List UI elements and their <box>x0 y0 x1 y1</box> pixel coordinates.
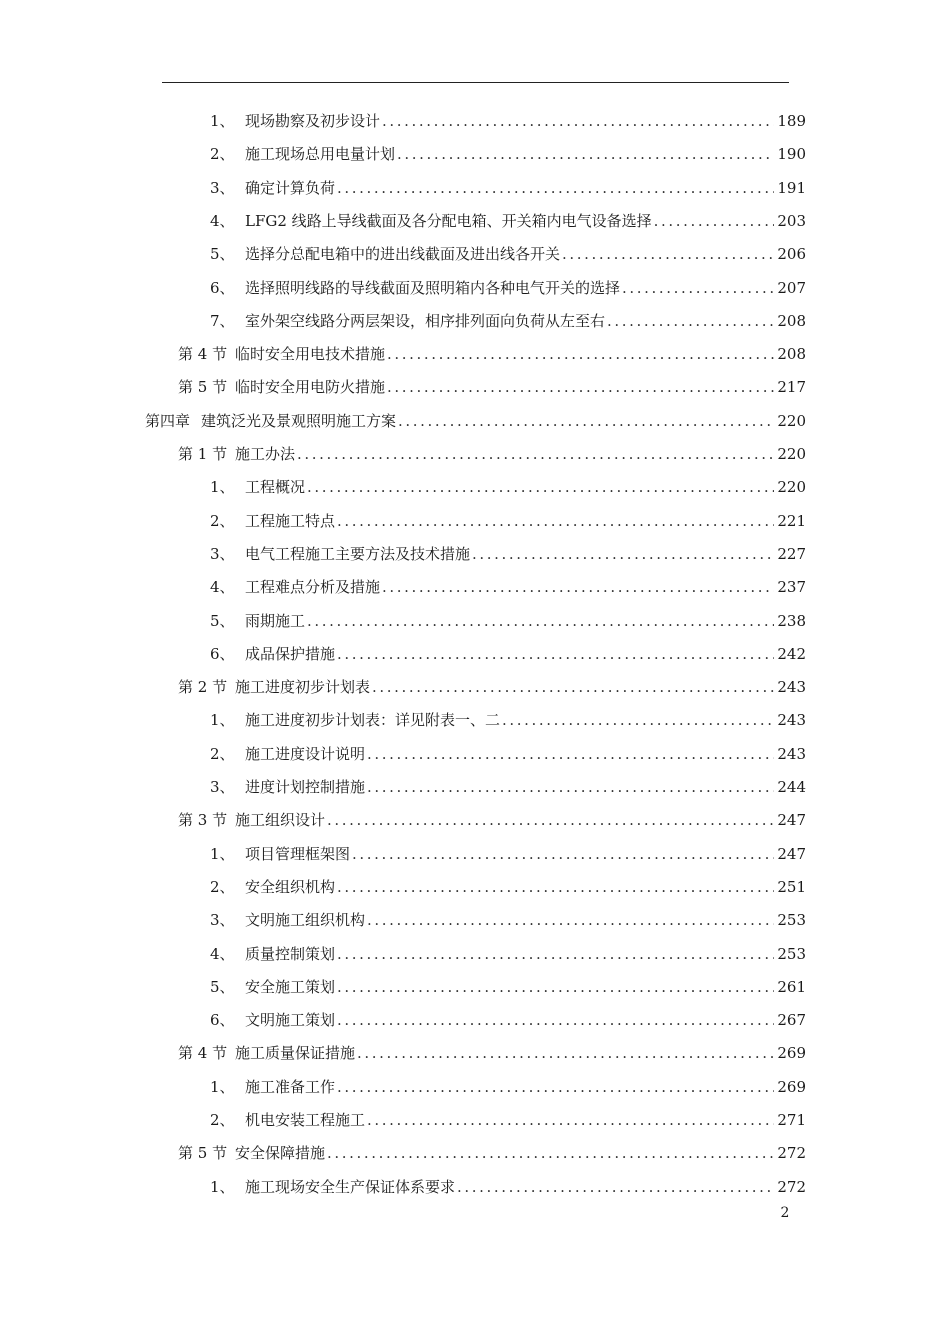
toc-title: 施工质量保证措施 <box>235 1044 356 1063</box>
toc-dot-leader <box>472 539 774 569</box>
toc-title: 安全施工策划 <box>245 977 336 996</box>
toc-page-number: 253 <box>777 911 806 930</box>
toc-subitem[interactable] <box>210 472 806 502</box>
toc-title: 确定计算负荷 <box>245 178 336 197</box>
toc-number: 2、 <box>210 1111 235 1129</box>
toc-page-number: 243 <box>777 678 806 697</box>
toc-dot-leader <box>337 972 774 1002</box>
toc-subitem[interactable] <box>210 206 806 236</box>
toc-number: 3、 <box>210 778 235 796</box>
toc-dot-leader <box>502 705 774 735</box>
toc-number: 1、 <box>210 478 235 497</box>
toc-title: 施工组织设计 <box>235 811 326 830</box>
toc-dot-leader <box>562 239 774 269</box>
toc-number: 3、 <box>210 178 235 197</box>
toc-page-number: 190 <box>777 145 806 164</box>
toc-subitem[interactable] <box>210 839 806 869</box>
toc-title: 室外架空线路分两层架设，相序排列面向负荷从左至右 <box>245 311 606 330</box>
toc-number: 7、 <box>210 311 235 330</box>
toc-page-number: 208 <box>777 311 806 330</box>
toc-page-number: 253 <box>777 944 806 963</box>
toc-title: 工程难点分析及措施 <box>245 578 381 597</box>
toc-title: 现场勘察及初步设计 <box>245 112 381 130</box>
toc-number: 4、 <box>210 211 235 230</box>
toc-dot-leader <box>367 905 774 935</box>
toc-page-number: 220 <box>777 445 806 463</box>
toc-page-number: 267 <box>777 1011 806 1030</box>
toc-page-number: 237 <box>777 578 806 597</box>
toc-dot-leader <box>387 339 774 369</box>
toc-subitem[interactable] <box>210 939 806 969</box>
toc-dot-leader <box>337 939 774 969</box>
toc-number: 1、 <box>210 711 235 730</box>
toc-title: 施工进度初步计划表 <box>235 678 371 697</box>
toc-title: 施工进度初步计划表：详见附表一、二 <box>245 711 501 730</box>
toc-subitem[interactable] <box>210 239 806 269</box>
toc-section[interactable] <box>178 439 806 469</box>
toc-page-number: 261 <box>777 977 806 996</box>
toc-dot-leader <box>352 839 774 869</box>
toc-title: 工程施工特点 <box>245 511 336 530</box>
toc-title: 文明施工策划 <box>245 1011 336 1030</box>
toc-title: 成品保护措施 <box>245 644 336 663</box>
toc-dot-leader <box>382 106 774 136</box>
toc-dot-leader <box>327 805 774 835</box>
toc-number: 第 4 节 <box>178 345 228 364</box>
toc-number: 4、 <box>210 578 235 597</box>
toc-dot-leader <box>654 206 775 236</box>
header-rule <box>162 82 789 83</box>
toc-number: 1、 <box>210 1077 235 1096</box>
toc-title: LFG2 线路上导线截面及各分配电箱、开关箱内电气设备选择 <box>245 211 652 230</box>
toc-subitem[interactable] <box>210 639 806 669</box>
toc-subitem[interactable] <box>210 539 806 569</box>
toc-page-number: 206 <box>777 245 806 264</box>
toc-subitem[interactable] <box>210 705 806 735</box>
toc-page-number: 269 <box>777 1044 806 1063</box>
toc-dot-leader <box>367 772 774 802</box>
toc-subitem[interactable] <box>210 273 806 303</box>
toc-title: 施工准备工作 <box>245 1077 336 1096</box>
toc-page-number: 207 <box>777 278 806 297</box>
toc-dot-leader <box>457 1172 774 1202</box>
toc-number: 第 4 节 <box>178 1044 228 1063</box>
toc-page-number: 271 <box>777 1111 806 1129</box>
toc-page-number: 244 <box>777 778 806 796</box>
toc-page-number: 272 <box>777 1177 806 1196</box>
toc-subitem[interactable] <box>210 972 806 1002</box>
toc-page-number: 242 <box>777 644 806 663</box>
toc-number: 第 3 节 <box>178 811 228 830</box>
toc-subitem[interactable] <box>210 606 806 636</box>
toc-dot-leader <box>367 739 774 769</box>
toc-dot-leader <box>382 572 774 602</box>
toc-number: 2、 <box>210 511 235 530</box>
toc-page-number: 238 <box>777 611 806 630</box>
toc-section[interactable] <box>178 1038 806 1068</box>
toc-number: 2、 <box>210 744 235 763</box>
toc-subitem[interactable] <box>210 173 806 203</box>
toc-dot-leader <box>327 1138 774 1168</box>
toc-page-number: 269 <box>777 1077 806 1096</box>
toc-dot-leader <box>307 606 774 636</box>
toc-number: 2、 <box>210 877 235 896</box>
toc-page-number: 243 <box>777 744 806 763</box>
toc-subitem[interactable] <box>210 1172 806 1202</box>
toc-number: 6、 <box>210 1011 235 1030</box>
toc-dot-leader <box>367 1105 774 1135</box>
toc-title: 施工现场总用电量计划 <box>245 145 396 164</box>
toc-number: 3、 <box>210 544 235 563</box>
toc-title: 项目管理框架图 <box>245 844 351 863</box>
toc-dot-leader <box>607 306 774 336</box>
toc-title: 施工办法 <box>235 445 296 463</box>
page-number: 2 <box>780 1205 790 1221</box>
toc-dot-leader <box>357 1038 774 1068</box>
toc-page-number: 189 <box>777 112 806 130</box>
toc-page-number: 191 <box>777 178 806 197</box>
toc-number: 第四章 <box>145 411 191 430</box>
toc-title: 文明施工组织机构 <box>245 911 366 930</box>
toc-chapter[interactable] <box>145 406 806 436</box>
toc-subitem[interactable] <box>210 1005 806 1035</box>
toc-number: 第 5 节 <box>178 378 228 397</box>
toc-title: 选择照明线路的导线截面及照明箱内各种电气开关的选择 <box>245 278 621 297</box>
toc-title: 施工进度设计说明 <box>245 744 366 763</box>
toc-section[interactable] <box>178 1138 806 1168</box>
toc-title: 进度计划控制措施 <box>245 778 366 796</box>
toc-page-number: 221 <box>777 511 806 530</box>
toc-title: 质量控制策划 <box>245 944 336 963</box>
toc-number: 6、 <box>210 278 235 297</box>
toc-section[interactable] <box>178 805 806 835</box>
toc-number: 第 5 节 <box>178 1144 228 1163</box>
toc-dot-leader <box>337 173 774 203</box>
toc-subitem[interactable] <box>210 506 806 536</box>
toc-title: 电气工程施工主要方法及技术措施 <box>245 544 471 563</box>
toc-title: 选择分总配电箱中的进出线截面及进出线各开关 <box>245 245 561 264</box>
toc-title: 机电安装工程施工 <box>245 1111 366 1129</box>
toc-title: 临时安全用电防火措施 <box>235 378 386 397</box>
toc-number: 第 2 节 <box>178 678 228 697</box>
toc-dot-leader <box>337 506 774 536</box>
toc-page-number: 208 <box>777 345 806 364</box>
toc-subitem[interactable] <box>210 1072 806 1102</box>
toc-subitem[interactable] <box>210 139 806 169</box>
toc-section[interactable] <box>178 339 806 369</box>
toc-title: 施工现场安全生产保证体系要求 <box>245 1177 456 1196</box>
toc-title: 工程概况 <box>245 478 306 497</box>
toc-page-number: 217 <box>777 378 806 397</box>
toc-dot-leader <box>372 672 774 702</box>
toc-number: 5、 <box>210 977 235 996</box>
toc-dot-leader <box>337 872 774 902</box>
toc-page-number: 227 <box>777 544 806 563</box>
toc-subitem[interactable] <box>210 106 806 136</box>
toc-subitem[interactable] <box>210 905 806 935</box>
toc-dot-leader <box>622 273 774 303</box>
toc-subitem[interactable] <box>210 872 806 902</box>
toc-number: 1、 <box>210 112 235 130</box>
toc-page-number: 203 <box>777 211 806 230</box>
toc-number: 3、 <box>210 911 235 930</box>
toc-number: 5、 <box>210 245 235 264</box>
toc-page-number: 251 <box>777 877 806 896</box>
toc-number: 6、 <box>210 644 235 663</box>
toc-title: 雨期施工 <box>245 611 306 630</box>
toc-page-number: 247 <box>777 811 806 830</box>
toc-number: 2、 <box>210 145 235 164</box>
toc-dot-leader <box>398 406 774 436</box>
toc-dot-leader <box>337 1072 774 1102</box>
toc-subitem[interactable] <box>210 739 806 769</box>
toc-dot-leader <box>337 639 774 669</box>
toc-page-number: 247 <box>777 844 806 863</box>
toc-subitem[interactable] <box>210 772 806 802</box>
toc-dot-leader <box>297 439 774 469</box>
toc-number: 5、 <box>210 611 235 630</box>
toc-dot-leader <box>307 472 774 502</box>
toc-number: 1、 <box>210 844 235 863</box>
toc-page-number: 220 <box>777 478 806 497</box>
toc-page-number: 243 <box>777 711 806 730</box>
toc-subitem[interactable] <box>210 572 806 602</box>
toc-number: 1、 <box>210 1177 235 1196</box>
toc-section[interactable] <box>178 372 806 402</box>
toc-subitem[interactable] <box>210 306 806 336</box>
toc-number: 4、 <box>210 944 235 963</box>
toc-section[interactable] <box>178 672 806 702</box>
toc-page-number: 220 <box>777 411 806 430</box>
toc-title: 安全组织机构 <box>245 877 336 896</box>
toc-page-number: 272 <box>777 1144 806 1163</box>
toc-title: 安全保障措施 <box>235 1144 326 1163</box>
toc-dot-leader <box>337 1005 774 1035</box>
toc-dot-leader <box>397 139 774 169</box>
toc-subitem[interactable] <box>210 1105 806 1135</box>
toc-title: 建筑泛光及景观照明施工方案 <box>201 411 397 430</box>
toc-dot-leader <box>387 372 774 402</box>
toc-title: 临时安全用电技术措施 <box>235 345 386 364</box>
toc-number: 第 1 节 <box>178 445 228 463</box>
